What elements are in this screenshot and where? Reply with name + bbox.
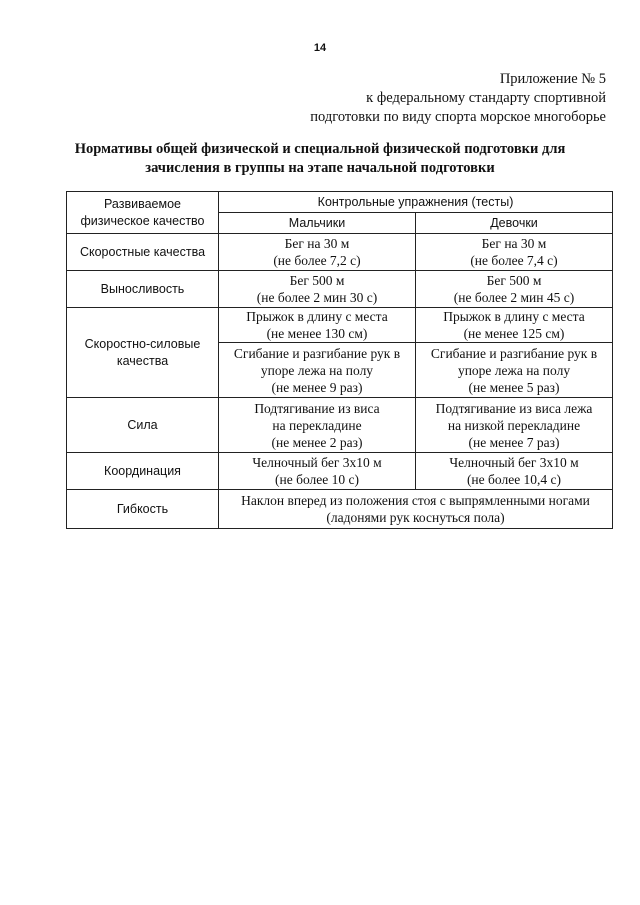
test-line: Подтягивание из виса [254, 400, 380, 416]
quality-speed: Скоростные качества [67, 234, 219, 271]
test-line: (не более 2 мин 30 с) [256, 290, 378, 305]
header-quality-line: физическое качество [80, 213, 205, 228]
test-line: упоре лежа на полу [260, 362, 374, 378]
test-boys [219, 453, 416, 490]
appendix-line: подготовки по виду спорта морское многоборье [310, 109, 606, 125]
test-girls [416, 234, 613, 271]
norms-table [66, 191, 613, 529]
test-line: на низкой перекладине [447, 417, 581, 433]
header-tests: Контрольные упражнения (тесты) [219, 192, 613, 213]
header-girls: Девочки [416, 213, 613, 234]
test-line: Сгибание и разгибание рук в [430, 345, 598, 361]
test-boys [219, 271, 416, 308]
document-title [40, 140, 600, 178]
table-row-speed-strength-jump [67, 308, 613, 343]
quality-speed-strength [67, 308, 219, 398]
test-line: Бег на 30 м [284, 236, 350, 251]
test-girls [416, 308, 613, 343]
test-boys [219, 398, 416, 453]
quality-endurance: Выносливость [67, 271, 219, 308]
test-line: Бег 500 м [486, 273, 542, 288]
test-line: Сгибание и разгибание рук в [233, 345, 401, 361]
appendix-reference [310, 70, 606, 127]
test-line: Прыжок в длину с места [443, 309, 585, 324]
quality-coordination: Координация [67, 453, 219, 490]
table-row-coordination [67, 453, 613, 490]
table-row-endurance [67, 271, 613, 308]
table-row-flexibility [67, 490, 613, 529]
test-line: (не менее 9 раз) [271, 379, 363, 395]
test-line: (не менее 130 см) [266, 326, 368, 341]
test-both [219, 490, 613, 529]
test-line: (не менее 7 раз) [468, 434, 560, 450]
test-line: Наклон вперед из положения стоя с выпрямленными ногами [241, 493, 590, 508]
header-boys: Мальчики [219, 213, 416, 234]
test-line: (не более 7,2 с) [273, 253, 361, 268]
test-line: Подтягивание из виса лежа [435, 400, 593, 416]
test-line: упоре лежа на полу [457, 362, 571, 378]
test-girls [416, 343, 613, 398]
test-line: Челночный бег 3х10 м [252, 455, 382, 470]
test-girls [416, 271, 613, 308]
quality-line: качества [116, 353, 169, 368]
test-boys [219, 308, 416, 343]
page-number: 14 [313, 42, 327, 54]
table-row-speed [67, 234, 613, 271]
test-line: (ладонями рук коснуться пола) [326, 510, 505, 525]
table-header-row [67, 192, 613, 213]
test-line: Бег на 30 м [481, 236, 547, 251]
table-row-strength [67, 398, 613, 453]
test-line: (не более 2 мин 45 с) [453, 290, 575, 305]
quality-flexibility: Гибкость [67, 490, 219, 529]
header-quality-line: Развиваемое [104, 196, 181, 211]
test-line: Бег 500 м [289, 273, 345, 288]
test-line: на перекладине [272, 417, 362, 433]
test-line: (не более 10 с) [275, 472, 359, 487]
appendix-line: Приложение № 5 [499, 71, 606, 87]
test-boys [219, 234, 416, 271]
test-line: (не менее 5 раз) [468, 379, 560, 395]
test-boys [219, 343, 416, 398]
appendix-line: к федеральному стандарту спортивной [366, 90, 606, 106]
header-quality [67, 192, 219, 234]
title-line: Нормативы общей физической и специальной физической подготовки для [74, 141, 566, 157]
test-line: (не более 10,4 с) [466, 472, 562, 487]
quality-line: Скоростно-силовые [84, 336, 201, 351]
title-line: зачисления в группы на этапе начальной подготовки [145, 160, 495, 176]
quality-strength: Сила [67, 398, 219, 453]
test-girls [416, 453, 613, 490]
test-line: (не более 7,4 с) [470, 253, 558, 268]
test-girls [416, 398, 613, 453]
test-line: (не менее 2 раз) [271, 434, 363, 450]
test-line: Челночный бег 3х10 м [449, 455, 579, 470]
test-line: Прыжок в длину с места [246, 309, 388, 324]
test-line: (не менее 125 см) [463, 326, 565, 341]
